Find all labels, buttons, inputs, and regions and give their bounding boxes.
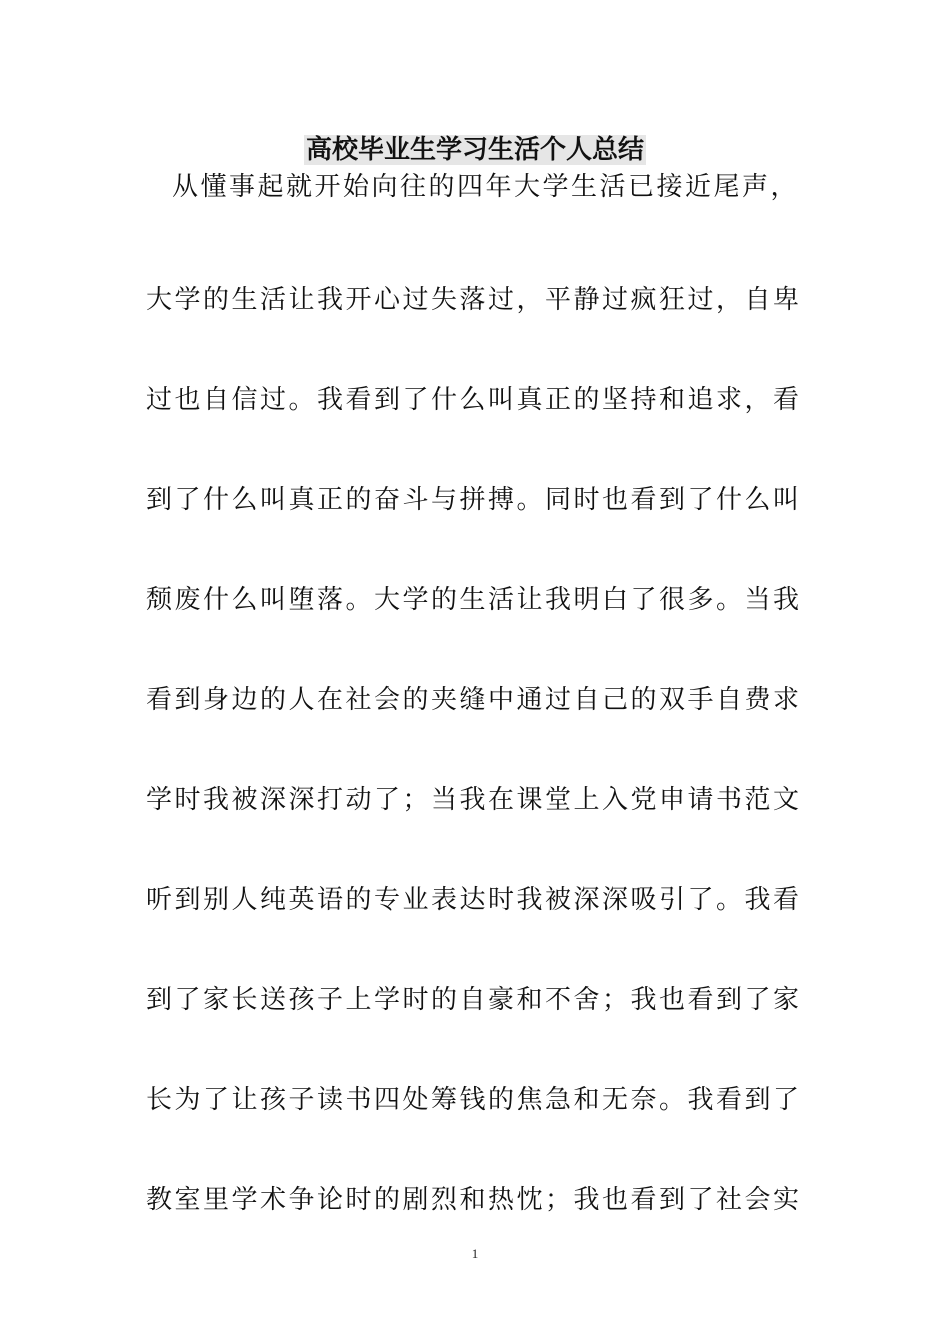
paragraph-line-9: 到了家长送孩子上学时的自豪和不舍；我也看到了家 xyxy=(146,985,802,1015)
document-title-text: 高校毕业生学习生活个人总结 xyxy=(305,135,644,165)
paragraph-line-1: 从懂事起就开始向往的四年大学生活已接近尾声， xyxy=(172,172,800,202)
paragraph-line-11: 教室里学术争论时的剧烈和热忱；我也看到了社会实 xyxy=(146,1185,802,1215)
paragraph-line-5: 颓废什么叫堕落。大学的生活让我明白了很多。当我 xyxy=(146,585,802,615)
paragraph-line-7: 学时我被深深打动了；当我在课堂上入党申请书范文 xyxy=(146,785,802,815)
paragraph-line-2: 大学的生活让我开心过失落过，平静过疯狂过，自卑 xyxy=(146,285,802,315)
document-title xyxy=(0,132,950,168)
paragraph-line-6: 看到身边的人在社会的夹缝中通过自己的双手自费求 xyxy=(146,685,802,715)
paragraph-line-10: 长为了让孩子读书四处筹钱的焦急和无奈。我看到了 xyxy=(146,1085,802,1115)
page-number: 1 xyxy=(471,1246,479,1261)
paragraph-line-4: 到了什么叫真正的奋斗与拼搏。同时也看到了什么叫 xyxy=(146,485,802,515)
paragraph-line-8: 听到别人纯英语的专业表达时我被深深吸引了。我看 xyxy=(146,885,802,915)
paragraph-line-3: 过也自信过。我看到了什么叫真正的坚持和追求，看 xyxy=(146,385,802,415)
